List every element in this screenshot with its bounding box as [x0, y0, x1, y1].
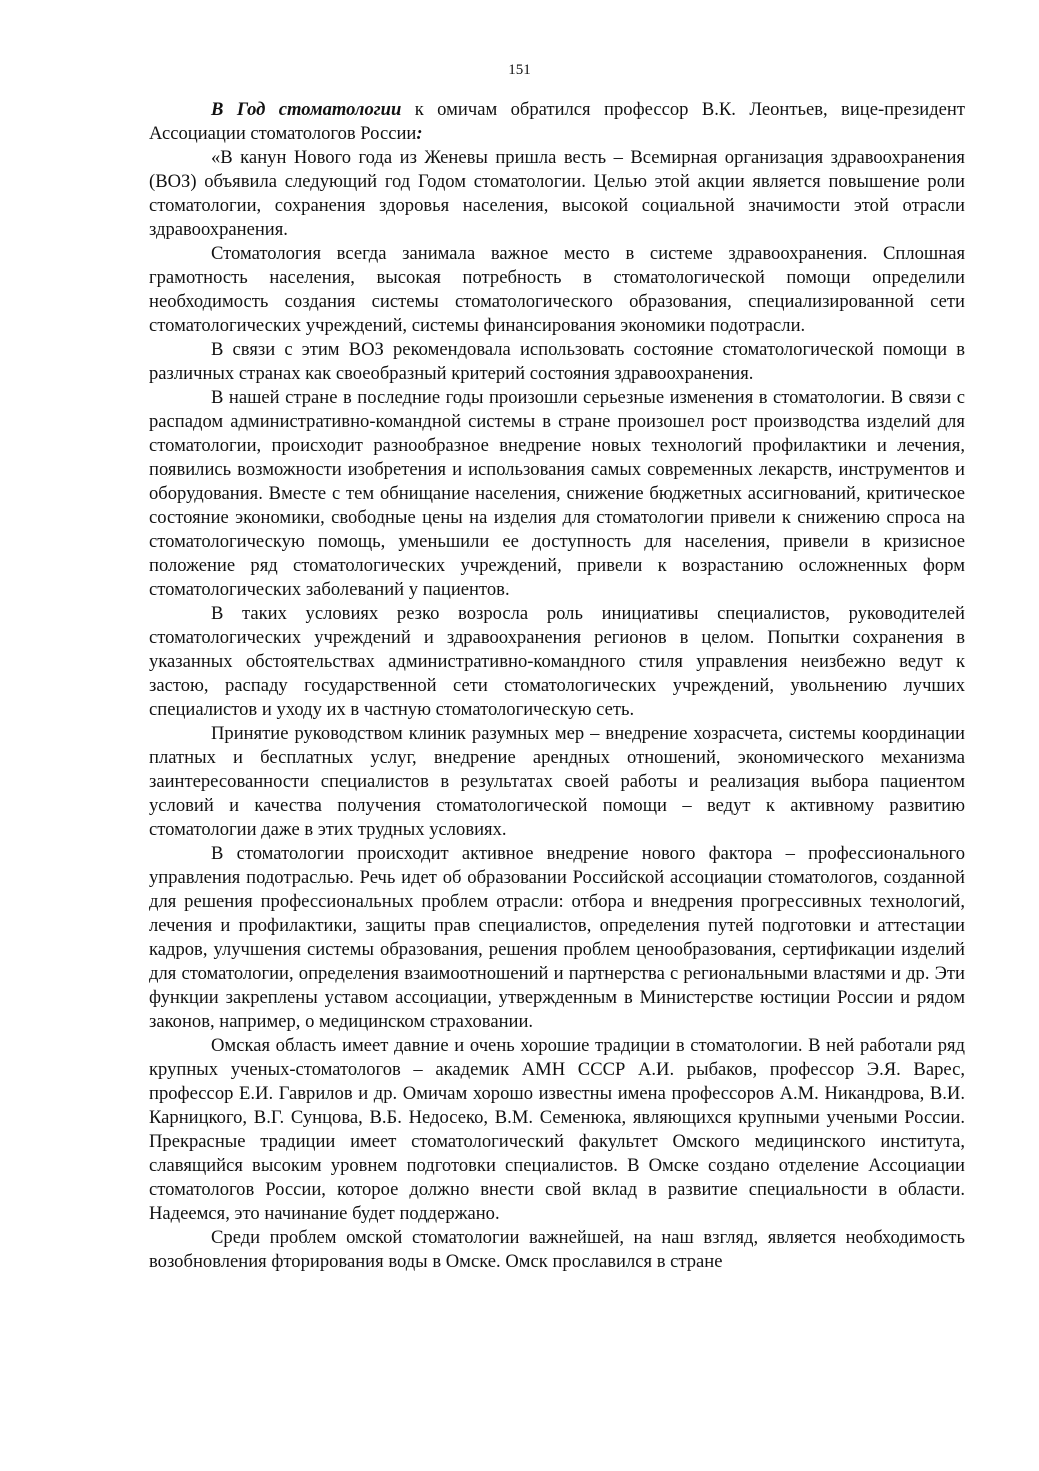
- paragraph-intro: [149, 98, 965, 146]
- paragraph: «В канун Нового года из Женевы пришла весть – Всемирная организация здравоохранения (ВОЗ) объявила следующий год Годом стоматологии. Целью этой акции является повышение роли стоматологии, сохранения здоровья населения, высокой социальной значимости этой отрасли здравоохранения.: [149, 147, 965, 240]
- document-body: [149, 98, 965, 1274]
- page-number: 151: [508, 62, 531, 78]
- paragraph: Среди проблем омской стоматологии важнейшей, на наш взгляд, является необходимость возобновления фторирования воды в Омске. Омск прославился в стране: [149, 1227, 965, 1272]
- intro-colon: :: [416, 123, 423, 144]
- paragraph: В нашей стране в последние годы произошли серьезные изменения в стоматологии. В связи с распадом административно-командной системы в стране произошел рост производства изделий для стоматологии, происходит разнообразное внедрение новых технологий профилактики и лечения, появились возможности изобретения и использования самых современных лекарств, инструментов и оборудования. Вместе с тем обнищание населения, снижение бюджетных ассигнований, критическое состояние экономики, свободные цены на изделия для стоматологии привели к снижению спроса на стоматологическую помощь, уменьшили ее доступность для населения, привели в кризисное положение ряд стоматологических учреждений, привели к возрастанию осложненных форм стоматологических заболеваний у пациентов.: [149, 387, 965, 600]
- paragraph: В стоматологии происходит активное внедрение нового фактора – профессионального управления подотраслью. Речь идет об образовании Российской ассоциации стоматологов, созданной для решения профессиональных проблем отрасли: отбора и внедрения прогрессивных технологий, лечения и профилактики, защиты прав специалистов, определения путей подготовки и аттестации кадров, улучшения системы образования, решения проблем ценообразования, сертификации изделий для стоматологии, определения взаимоотношений и партнерства с региональными властями и др. Эти функции закреплены уставом ассоциации, утвержденным в Министерстве юстиции России и рядом законов, например, о медицинском страховании.: [149, 843, 965, 1032]
- paragraph: В таких условиях резко возросла роль инициативы специалистов, руководителей стоматологических учреждений и здравоохранения регионов в целом. Попытки сохранения в указанных обстоятельствах административно-командного стиля управления неизбежно ведут к застою, распаду государственной сети стоматологических учреждений, увольнению лучших специалистов и уходу их в частную стоматологическую сеть.: [149, 603, 965, 720]
- intro-lead: В Год стоматологии: [211, 99, 402, 120]
- paragraph: Стоматология всегда занимала важное место в системе здравоохранения. Сплошная грамотность населения, высокая потребность в стоматологической помощи определили необходимость создания системы стоматологического образования, специализированной сети стоматологических учреждений, системы финансирования экономики подотрасли.: [149, 243, 965, 336]
- paragraph: Принятие руководством клиник разумных мер – внедрение хозрасчета, системы координации платных и бесплатных услуг, внедрение арендных отношений, экономического механизма заинтересованности специалистов в результатах своей работы и реализация выбора пациентом условий и качества получения стоматологической помощи – ведут к активному развитию стоматологии даже в этих трудных условиях.: [149, 723, 965, 840]
- paragraph: Омская область имеет давние и очень хорошие традиции в стоматологии. В ней работали ряд крупных ученых-стоматологов – академик АМН СССР А.И. рыбаков, профессор Э.Я. Варес, профессор Е.И. Гаврилов и др. Омичам хорошо известны имена профессоров А.М. Никандрова, В.И. Карницкого, В.Г. Сунцова, В.Б. Недосеко, В.М. Семенюка, являющихся крупными учеными России. Прекрасные традиции имеет стоматологический факультет Омского медицинского института, славящийся высоким уровнем подготовки специалистов. В Омске создано отделение Ассоциации стоматологов России, которое должно внести свой вклад в развитие специальности в области. Надеемся, это начинание будет поддержано.: [149, 1035, 965, 1224]
- intro-text: к омичам обратился профессор В.К. Леонтьев, вице-президент Ассоциации стоматологов России: [149, 99, 965, 144]
- paragraph: В связи с этим ВОЗ рекомендовала использовать состояние стоматологической помощи в различных странах как своеобразный критерий состояния здравоохранения.: [149, 339, 965, 384]
